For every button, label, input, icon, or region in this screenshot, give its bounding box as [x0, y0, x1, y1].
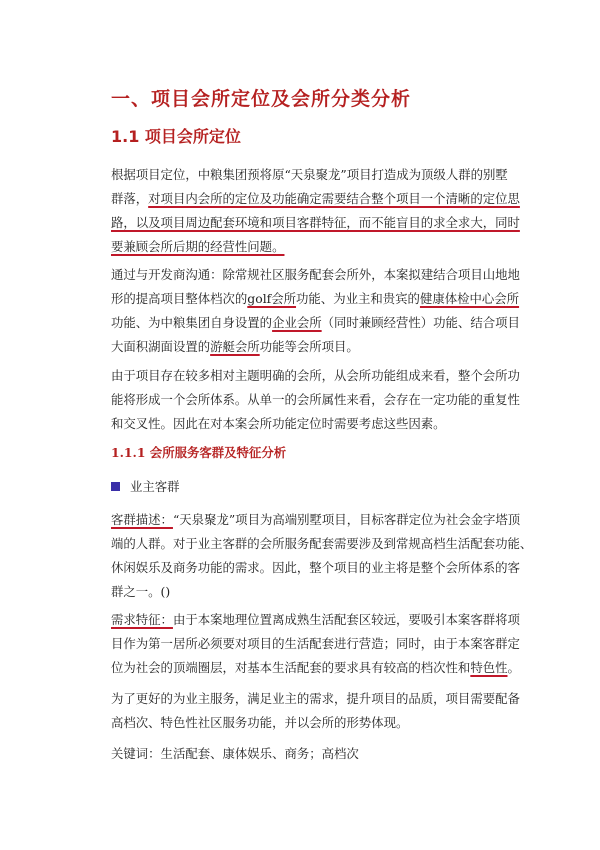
section-heading-1-1: 1.1 项目会所定位 — [111, 127, 241, 146]
keywords-line: 关键词：生活配套、康体娱乐、商务；高档次 — [111, 746, 359, 761]
bullet-item — [111, 477, 180, 495]
paragraph-club-system — [111, 364, 521, 436]
text-line: 休闲娱乐及商务功能的需求。因此，整个项目的业主将是整个会所体系的客 — [111, 560, 520, 575]
text-line: 由于项目存在较多相对主题明确的会所，从会所功能组成来看，整个会所功 — [111, 368, 520, 383]
text-line — [111, 335, 521, 359]
underlined-text: 路，以及项目周边配套环境和项目客群特征，而不能盲目的求全求大，同时 — [111, 215, 520, 230]
paragraph-demand-features — [111, 608, 521, 680]
text-run: 形的提高项目整体档次的 — [111, 291, 248, 306]
text-run: 。 — [507, 660, 520, 675]
text-line — [111, 656, 521, 680]
text-run: 群落， — [111, 191, 149, 206]
paragraph-customer-description — [111, 508, 533, 604]
paragraph-club-types — [111, 263, 521, 359]
paragraph-keywords — [111, 742, 521, 766]
bullet-label: 业主客群 — [130, 479, 180, 494]
golf-club-underlined: golf会所 — [247, 291, 297, 306]
text-line — [111, 311, 521, 335]
text-line — [111, 187, 521, 211]
text-run: 位为社会的顶端圈层，对基本生活配套的要求具有较高的档次性和 — [111, 660, 471, 675]
text-line: 高档次、特色性社区服务功能，并以会所的形势体现。 — [111, 715, 409, 730]
text-line: 根据项目定位，中粮集团预将原“天泉聚龙”项目打造成为顶级人群的别墅 — [111, 167, 508, 182]
text-line: 端的人群。对于业主客群的会所服务配套需要涉及到常规高档生活配套功能、 — [111, 536, 533, 551]
text-run: 由于本案地理位置离成熟生活配套区较远，要吸引本案客群将项 — [172, 612, 520, 627]
text-run: （同时兼顾经营性）功能、结合项目 — [321, 315, 520, 330]
text-run: 功能、为中粮集团自身设置的 — [111, 315, 273, 330]
health-club-underlined: 健康体检中心会所 — [419, 291, 520, 306]
text-run: 功能等会所项目。 — [259, 339, 359, 354]
underlined-text: 对项目内会所的定位及功能确定需要结合整个项目一个清晰的定位思 — [148, 191, 520, 206]
text-run: “天泉聚龙”项目为高端别墅项目，目标客群定位为社会金字塔顶 — [172, 512, 521, 527]
text-line — [111, 608, 521, 632]
text-line: 目作为第一居所必须要对项目的生活配套进行营造；同时，由于本案客群定 — [111, 636, 520, 651]
yacht-club-underlined: 游艇会所 — [210, 339, 260, 354]
corporate-club-underlined: 企业会所 — [272, 315, 322, 330]
paragraph-positioning — [111, 163, 521, 259]
section-heading-1-1-1: 1.1.1 会所服务客群及特征分析 — [111, 445, 287, 460]
text-line — [111, 287, 521, 311]
underlined-text: 特色性 — [470, 660, 508, 675]
underlined-label: 客群描述： — [111, 512, 173, 527]
text-line — [111, 508, 521, 532]
text-line — [111, 235, 521, 259]
text-line: 通过与开发商沟通：除常规社区服务配套会所外，本案拟建结合项目山地地 — [111, 267, 520, 282]
text-run: 功能、为业主和贵宾的 — [296, 291, 420, 306]
text-line: 为了更好的为业主服务，满足业主的需求，提升项目的品质，项目需要配备 — [111, 691, 520, 706]
text-line: 群之一。() — [111, 584, 171, 599]
paragraph-service-goal — [111, 687, 521, 735]
text-line: 和交叉性。因此在对本案会所功能定位时需要考虑这些因素。 — [111, 416, 446, 431]
section-heading-1: 一、项目会所定位及会所分类分析 — [111, 88, 412, 110]
text-run: 大面积湖面设置的 — [111, 339, 211, 354]
underlined-text: 要兼顾会所后期的经营性问题。 — [111, 239, 285, 254]
underlined-label: 需求特征： — [111, 612, 173, 627]
square-bullet-icon — [111, 482, 120, 491]
text-line: 能将形成一个会所体系。从单一的会所属性来看，会存在一定功能的重复性 — [111, 392, 520, 407]
